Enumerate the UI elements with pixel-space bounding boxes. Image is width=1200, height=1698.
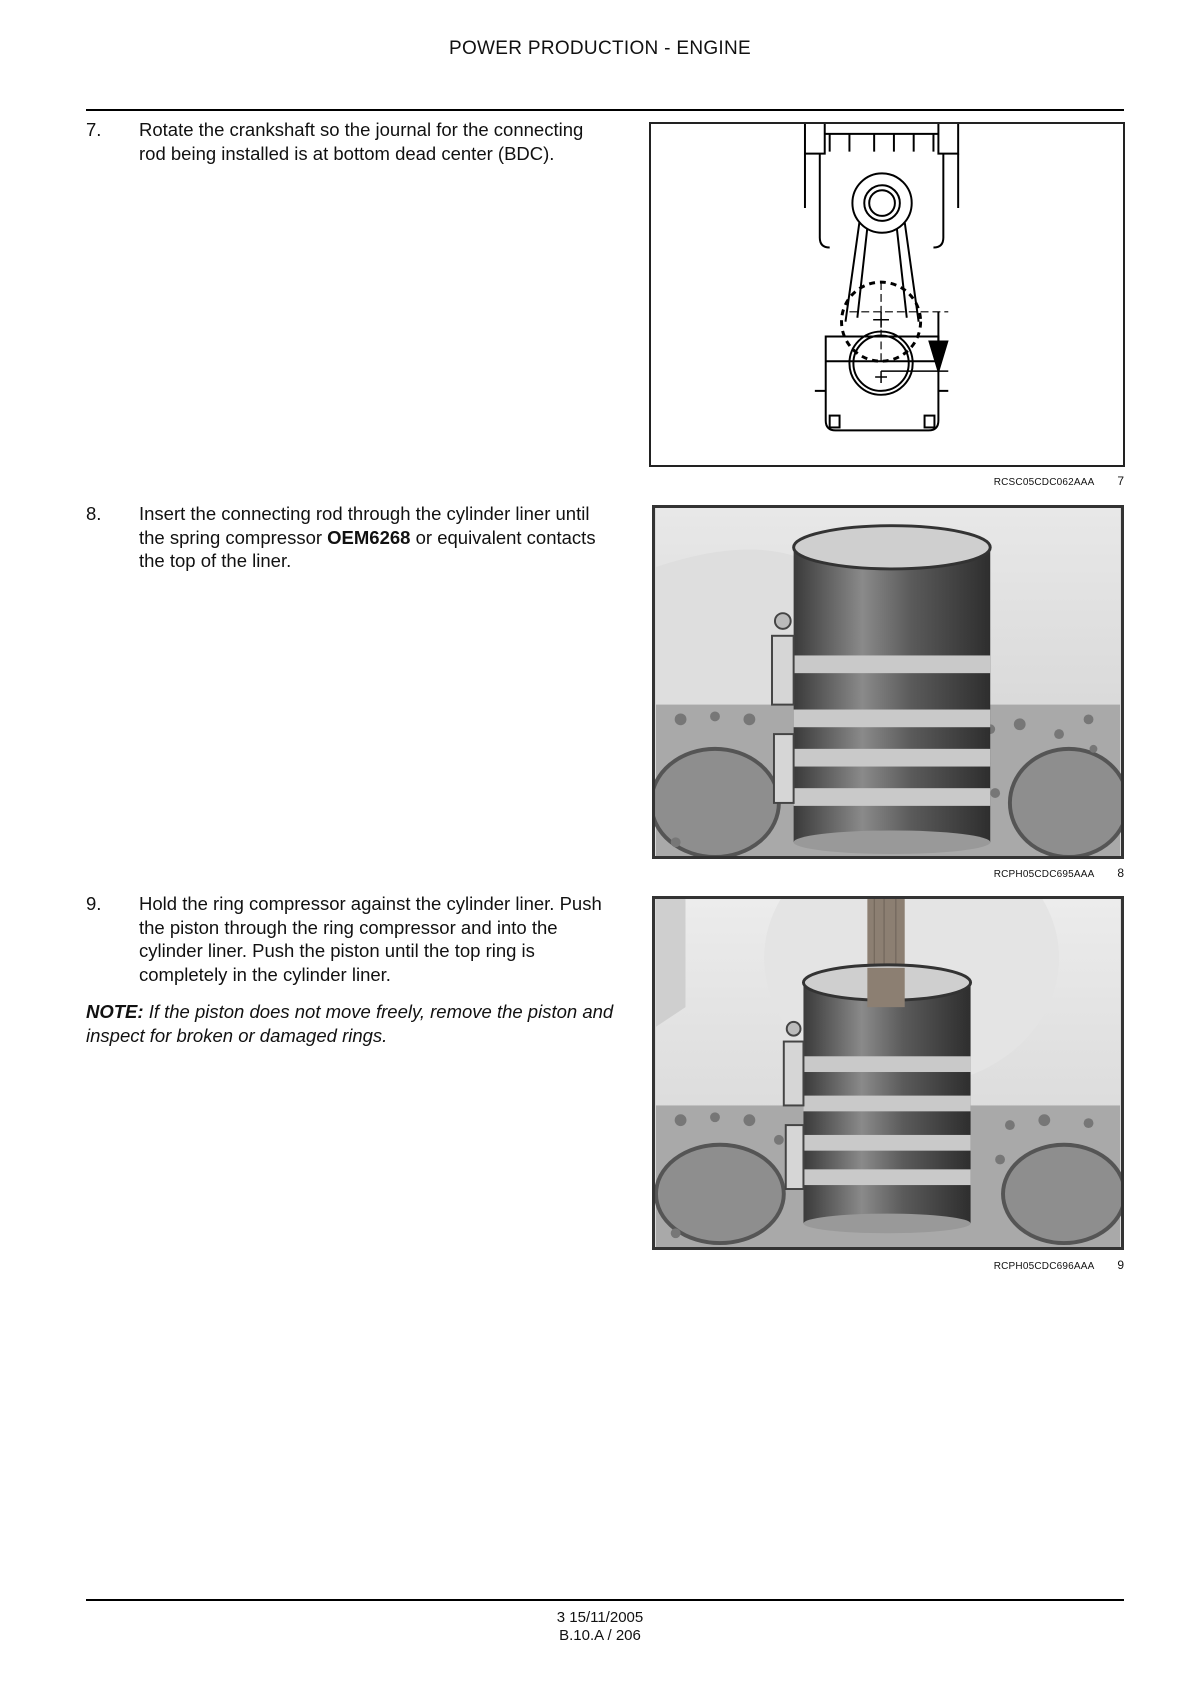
header-rule <box>86 109 1124 111</box>
ring-compressor-illustration <box>655 508 1121 856</box>
footer-rule <box>86 1599 1124 1601</box>
page-header-title: POWER PRODUCTION - ENGINE <box>448 38 751 59</box>
figure-caption-9 <box>994 1258 1124 1272</box>
figure-ring-compressor-photo <box>652 505 1124 859</box>
figure-piston-push-photo <box>652 896 1124 1250</box>
figure-caption-7 <box>994 474 1124 488</box>
footer-page-reference: B.10.A / 206 <box>559 1627 641 1644</box>
figure-code: RCSC05CDC062AAA <box>993 477 1095 488</box>
step-text: Rotate the crankshaft so the journal for the connecting rod being installed is at bottom dead center (BDC). <box>139 119 584 164</box>
tool-number: OEM6268 <box>327 526 411 548</box>
step-number: 9. <box>86 893 102 914</box>
step-9 <box>86 892 606 986</box>
figure-code: RCPH05CDC696AAA <box>993 1261 1095 1272</box>
step-number: 7. <box>86 119 102 140</box>
footer-date: 3 15/11/2005 <box>556 1609 644 1626</box>
figure-number: 9 <box>1117 1258 1124 1272</box>
figure-number: 7 <box>1117 474 1124 488</box>
note-label: NOTE: <box>86 1001 144 1022</box>
note <box>86 1000 626 1047</box>
note-text: If the piston does not move freely, remove the piston and inspect for broken or damaged rings. <box>86 1001 614 1046</box>
figure-connecting-rod-drawing <box>649 122 1125 467</box>
connecting-rod-illustration <box>651 124 1123 465</box>
step-8 <box>86 502 606 573</box>
figure-code: RCPH05CDC695AAA <box>993 869 1095 880</box>
step-7 <box>86 118 606 165</box>
step-text: Insert the connecting rod through the cylinder liner until the spring compressor OEM6268 or equivalent contacts the top of the liner. <box>139 503 596 571</box>
step-text: Hold the ring compressor against the cylinder liner. Push the piston through the ring compressor and into the cylinder liner. Push the piston until the top ring is completely in the cylinder liner. <box>139 893 602 985</box>
figure-caption-8 <box>994 866 1124 880</box>
step-number: 8. <box>86 503 102 524</box>
figure-number: 8 <box>1117 866 1124 880</box>
piston-push-illustration <box>655 899 1121 1247</box>
